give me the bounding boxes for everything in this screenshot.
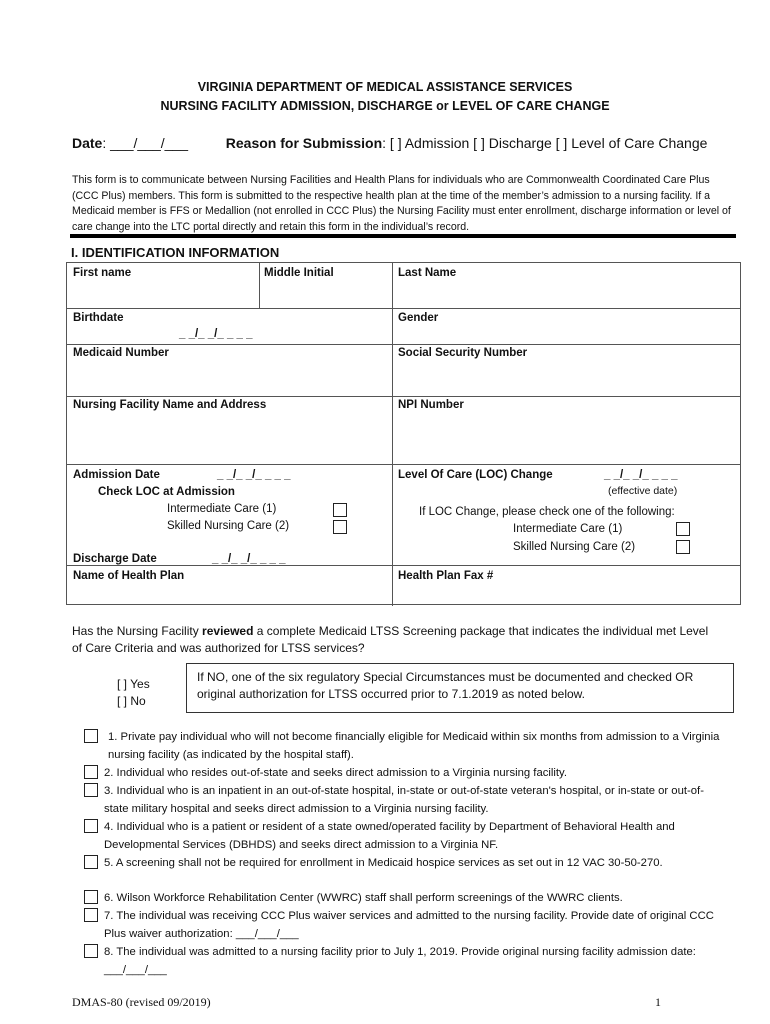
facility-name-field[interactable]: Nursing Facility Name and Address bbox=[73, 399, 267, 411]
form-title: VIRGINIA DEPARTMENT OF MEDICAL ASSISTANCE SERVICES bbox=[197, 80, 573, 94]
reviewed-emphasis: reviewed bbox=[202, 624, 254, 638]
table-rule bbox=[67, 396, 740, 397]
birthdate-field[interactable]: Birthdate bbox=[73, 312, 124, 324]
date-label: Date bbox=[72, 135, 103, 151]
table-rule bbox=[67, 565, 740, 566]
discharge-date-field[interactable]: Discharge Date bbox=[73, 553, 157, 565]
loc-change-blank: _ _/_ _/_ _ _ _ bbox=[604, 469, 678, 481]
circumstance-checkbox[interactable] bbox=[84, 944, 98, 958]
form-id: DMAS-80 (revised 09/2019) bbox=[72, 995, 211, 1009]
health-plan-field[interactable]: Name of Health Plan bbox=[73, 570, 185, 582]
table-rule bbox=[67, 344, 740, 345]
circumstance-checkbox[interactable] bbox=[84, 890, 98, 904]
circumstance-checkbox[interactable] bbox=[84, 783, 98, 797]
table-rule bbox=[67, 308, 740, 309]
loc-change-field[interactable]: Level Of Care (LOC) Change bbox=[398, 469, 553, 481]
table-column-rule bbox=[392, 263, 393, 606]
intermediate-care-label: Intermediate Care (1) bbox=[167, 503, 277, 515]
circumstance-checkbox[interactable] bbox=[84, 729, 98, 743]
circumstance-checkbox[interactable] bbox=[84, 855, 98, 869]
loc-skilled-checkbox[interactable] bbox=[676, 540, 690, 554]
form-subtitle: NURSING FACILITY ADMISSION, DISCHARGE or LEVEL OF CARE CHANGE bbox=[160, 99, 610, 113]
check-loc-label: Check LOC at Admission bbox=[98, 486, 235, 498]
loc-intermediate-checkbox[interactable] bbox=[676, 522, 690, 536]
reason-options[interactable]: : [ ] Admission [ ] Discharge [ ] Level of Care Change bbox=[382, 135, 708, 151]
discharge-date-blank: _ _/_ _/_ _ _ _ bbox=[212, 553, 286, 565]
no-option[interactable]: [ ] No bbox=[117, 694, 146, 708]
loc-instruction: If LOC Change, please check one of the following: bbox=[419, 506, 675, 518]
gender-field[interactable]: Gender bbox=[398, 312, 439, 324]
admission-date-field[interactable]: Admission Date bbox=[73, 469, 160, 481]
npi-number-field[interactable]: NPI Number bbox=[398, 399, 464, 411]
effective-date-note: (effective date) bbox=[608, 485, 678, 497]
last-name-field[interactable]: Last Name bbox=[398, 267, 457, 279]
middle-initial-field[interactable]: Middle Initial bbox=[264, 267, 334, 279]
medicaid-number-field[interactable]: Medicaid Number bbox=[73, 347, 169, 359]
skilled-care-label: Skilled Nursing Care (2) bbox=[167, 520, 290, 532]
circumstance-checkbox[interactable] bbox=[84, 765, 98, 779]
intermediate-care-checkbox[interactable] bbox=[333, 503, 347, 517]
first-name-field[interactable]: First name bbox=[73, 267, 132, 279]
reason-label: Reason for Submission bbox=[225, 135, 383, 151]
health-plan-fax-field[interactable]: Health Plan Fax # bbox=[398, 570, 494, 582]
section-heading: I. IDENTIFICATION INFORMATION bbox=[71, 245, 280, 260]
page-number: 1 bbox=[655, 995, 661, 1009]
circumstance-checkbox[interactable] bbox=[84, 819, 98, 833]
table-column-rule bbox=[259, 263, 260, 308]
if-no-instruction: If NO, one of the six regulatory Special Circumstances must be documented and checked OR original authorization for LTSS occurred prior to 7.1.2019 as noted below. bbox=[186, 663, 734, 713]
table-rule bbox=[67, 464, 740, 465]
date-reason-line bbox=[72, 135, 707, 151]
intro-paragraph: This form is to communicate between Nursing Facilities and Health Plans for individuals who are Commonwealth Coordinated Care Plus (CCC Plus) members. This form is submitted to the respective health plan at the time of the member’s admission to a nursing facility. If a Medicaid member is FFS or Medallion (not enrolled in CCC Plus) the Nursing Facility must enter enrollment, discharge information or level of care change into the LTC portal directly and retain this form in the individual’s record. bbox=[72, 174, 731, 233]
identification-table bbox=[66, 262, 741, 605]
ssn-field[interactable]: Social Security Number bbox=[398, 347, 528, 359]
yes-option[interactable]: [ ] Yes bbox=[117, 677, 150, 691]
skilled-care-checkbox[interactable] bbox=[333, 520, 347, 534]
screening-question: Has the Nursing Facility reviewed a complete Medicaid LTSS Screening package that indicates the individual met Level of Care Criteria and was authorized for LTSS services? bbox=[72, 624, 709, 655]
loc-skilled-label: Skilled Nursing Care (2) bbox=[513, 541, 636, 553]
section-divider bbox=[70, 234, 736, 238]
admission-date-blank: _ _/_ _/_ _ _ _ bbox=[217, 469, 291, 481]
circumstance-checkbox[interactable] bbox=[84, 908, 98, 922]
loc-intermediate-label: Intermediate Care (1) bbox=[513, 523, 623, 535]
date-field[interactable]: : ___/___/___ bbox=[102, 135, 188, 151]
birthdate-blank: _ _/_ _/_ _ _ _ bbox=[179, 328, 253, 340]
